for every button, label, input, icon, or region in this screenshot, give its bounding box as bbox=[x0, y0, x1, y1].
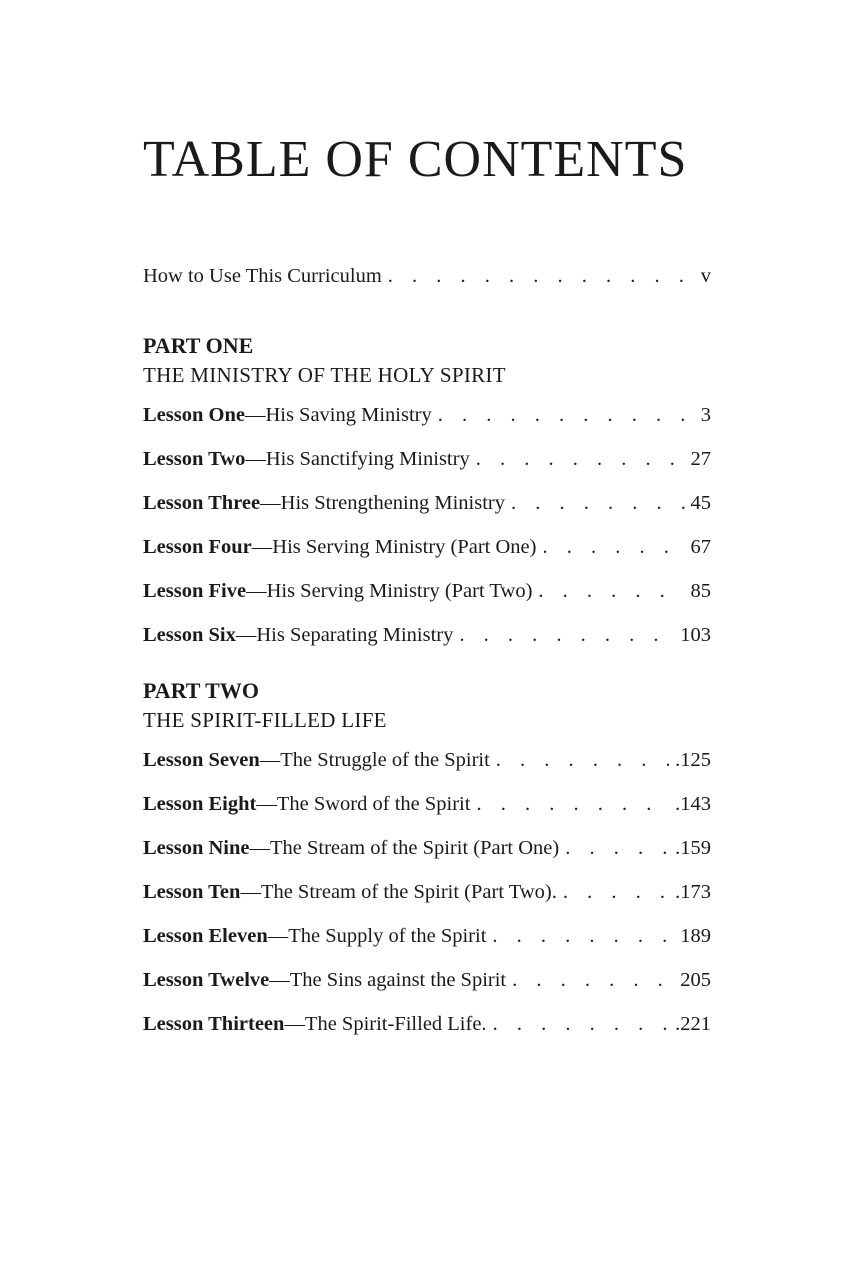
lesson-number: Lesson Six bbox=[143, 624, 236, 646]
dot-leader bbox=[563, 878, 669, 906]
dot-leader bbox=[438, 401, 695, 429]
dot-leader bbox=[459, 621, 674, 649]
page-number: 3 bbox=[700, 404, 711, 426]
dot-leader bbox=[565, 834, 669, 862]
dot-leader bbox=[476, 790, 669, 818]
lesson-number: Lesson Ten bbox=[143, 881, 241, 903]
page-number: 67 bbox=[690, 536, 711, 558]
toc-entry bbox=[143, 1010, 711, 1038]
page-number: .143 bbox=[675, 793, 711, 815]
page-number: 45 bbox=[690, 492, 711, 514]
dot-leader bbox=[512, 966, 674, 994]
dot-leader bbox=[476, 445, 685, 473]
lesson-number: Lesson Three bbox=[143, 492, 261, 514]
dot-leader bbox=[542, 533, 684, 561]
toc-entry bbox=[143, 533, 711, 561]
page-number: .173 bbox=[675, 881, 711, 903]
dot-leader bbox=[496, 746, 669, 774]
page-number: 205 bbox=[680, 969, 711, 991]
lesson-number: Lesson Nine bbox=[143, 837, 250, 859]
lesson-number: Lesson Five bbox=[143, 580, 247, 602]
page-number: 103 bbox=[680, 624, 711, 646]
toc-entry bbox=[143, 577, 711, 605]
toc-entry bbox=[143, 922, 711, 950]
lesson-title: —His Serving Ministry (Part One) bbox=[251, 536, 537, 558]
toc-entry-intro bbox=[143, 262, 711, 290]
dot-leader bbox=[493, 1010, 670, 1038]
lesson-number: Lesson Eight bbox=[143, 793, 257, 815]
lesson-number: Lesson Twelve bbox=[143, 969, 270, 991]
toc-entry bbox=[143, 878, 711, 906]
page-number: .221 bbox=[675, 1013, 711, 1035]
lesson-title: —The Supply of the Spirit bbox=[267, 925, 487, 947]
lesson-title: —His Saving Ministry bbox=[244, 404, 432, 426]
toc-entry bbox=[143, 401, 711, 429]
lesson-number: Lesson Four bbox=[143, 536, 252, 558]
part-subtitle: THE SPIRIT-FILLED LIFE bbox=[143, 708, 387, 732]
toc-entry bbox=[143, 966, 711, 994]
toc-entry bbox=[143, 445, 711, 473]
page-number: v bbox=[700, 265, 711, 287]
toc-entry bbox=[143, 746, 711, 774]
lesson-title: —The Sword of the Spirit bbox=[256, 793, 471, 815]
page-number: 85 bbox=[690, 580, 711, 602]
lesson-title: —His Sanctifying Ministry bbox=[245, 448, 470, 470]
page-number: 27 bbox=[690, 448, 711, 470]
page-number: .125 bbox=[675, 749, 711, 771]
lesson-title: —The Stream of the Spirit (Part One) bbox=[249, 837, 560, 859]
lesson-title: —His Strengthening Ministry bbox=[260, 492, 505, 514]
lesson-title: —The Sins against the Spirit bbox=[269, 969, 507, 991]
lesson-title: —The Spirit-Filled Life. bbox=[284, 1013, 487, 1035]
dot-leader bbox=[511, 489, 685, 517]
lesson-number: Lesson Thirteen bbox=[143, 1013, 285, 1035]
toc-page bbox=[143, 0, 713, 1280]
toc-entry bbox=[143, 834, 711, 862]
lesson-title: —The Stream of the Spirit (Part Two). bbox=[240, 881, 557, 903]
page-number: .159 bbox=[675, 837, 711, 859]
page-number: 189 bbox=[680, 925, 711, 947]
dot-leader bbox=[538, 577, 684, 605]
dot-leader bbox=[492, 922, 674, 950]
lesson-number: Lesson Seven bbox=[143, 749, 260, 771]
lesson-number: Lesson One bbox=[143, 404, 245, 426]
lesson-title: —His Serving Ministry (Part Two) bbox=[246, 580, 533, 602]
part-subtitle: THE MINISTRY OF THE HOLY SPIRIT bbox=[143, 363, 506, 387]
toc-entry bbox=[143, 790, 711, 818]
lesson-number: Lesson Eleven bbox=[143, 925, 268, 947]
entry-title: How to Use This Curriculum bbox=[143, 265, 382, 287]
part-heading: PART ONE bbox=[143, 333, 254, 358]
page-title: TABLE OF CONTENTS bbox=[143, 131, 688, 188]
toc-entry bbox=[143, 621, 711, 649]
toc-entry bbox=[143, 489, 711, 517]
lesson-number: Lesson Two bbox=[143, 448, 246, 470]
dot-leader bbox=[388, 262, 695, 290]
lesson-title: —His Separating Ministry bbox=[235, 624, 454, 646]
lesson-title: —The Struggle of the Spirit bbox=[259, 749, 490, 771]
part-heading: PART TWO bbox=[143, 678, 259, 703]
